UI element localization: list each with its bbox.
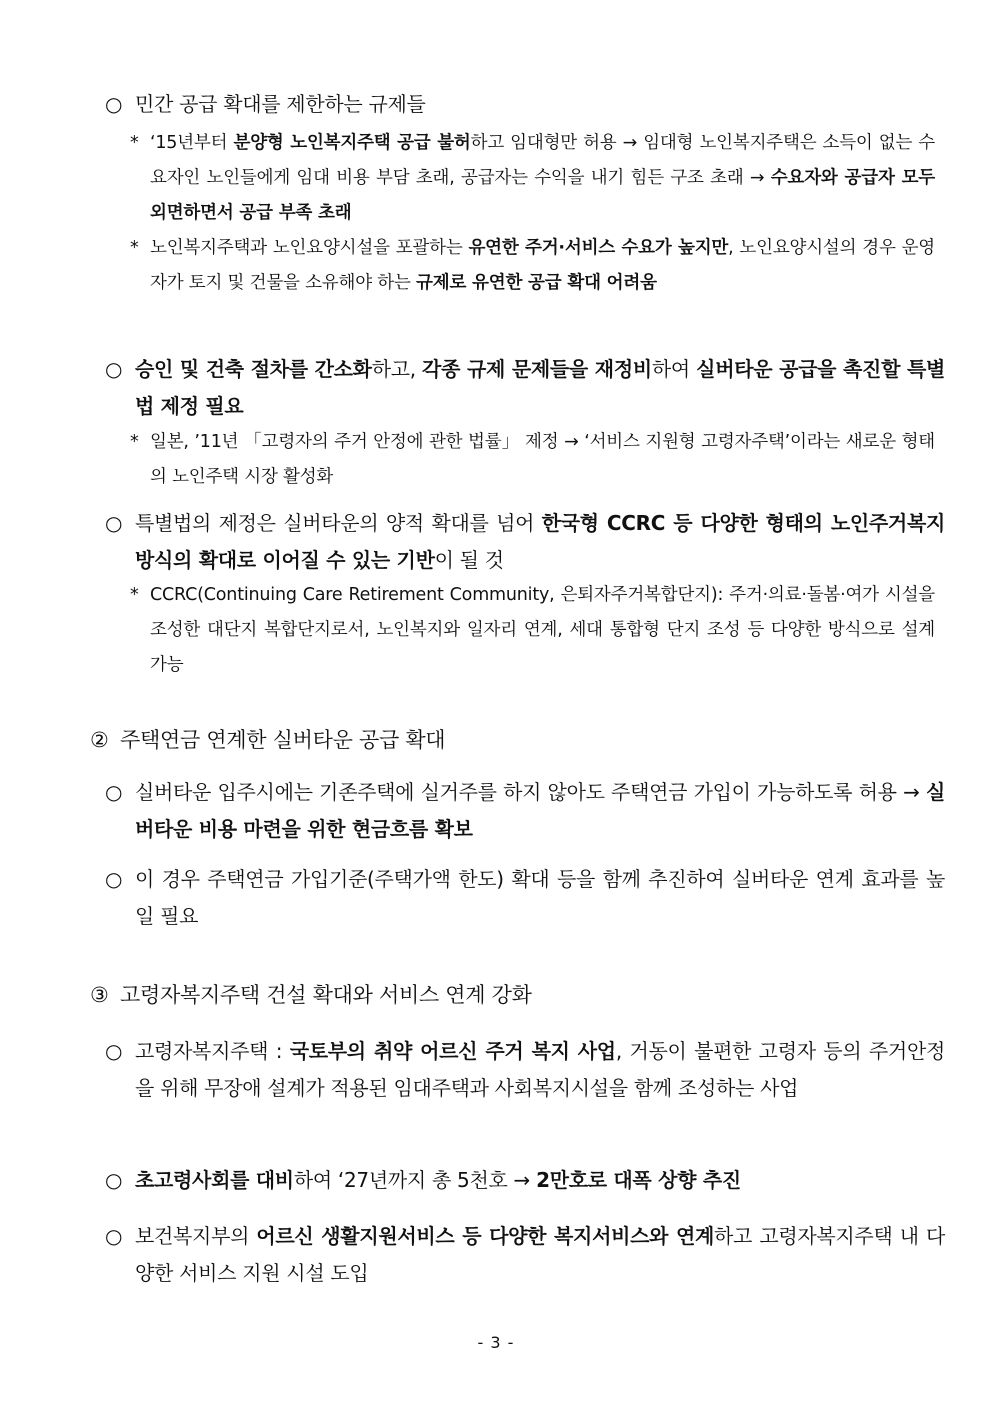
bullet-korean-ccrc bbox=[105, 505, 945, 579]
body-text: ‘15년부터 bbox=[150, 133, 234, 153]
marker: ○ bbox=[105, 357, 123, 381]
body-text: 특별법의 제정은 실버타운의 양적 확대를 넘어 bbox=[135, 511, 542, 535]
emphasis-text: 유연한 주거·서비스 수요가 높지만 bbox=[468, 238, 729, 258]
emphasis-text: 국토부의 취약 어르신 주거 복지 사업 bbox=[289, 1039, 616, 1063]
note-flexible-demand bbox=[130, 231, 935, 301]
bullet-welfare-service-link bbox=[105, 1218, 945, 1292]
body-text: 이 경우 주택연금 가입기준(주택가액 한도) 확대 등을 함께 추진하여 실버타운 연계 효과를 높일 필요 bbox=[135, 867, 945, 928]
emphasis-text: 각종 규제 문제들을 재정비 bbox=[422, 357, 652, 381]
emphasis-text: 한국형 CCRC 등 다양한 형태의 노인주거복지 방식의 확대로 이어질 수 있는 기반 bbox=[135, 511, 945, 572]
note-japan-example bbox=[130, 425, 935, 495]
body-text: , 노인요양시설의 경우 운영자가 토지 및 건물을 소유해야 하는 bbox=[150, 238, 935, 293]
body-text: 하고 고령자복지주택 내 다양한 서비스 지원 시설 도입 bbox=[135, 1224, 945, 1285]
emphasis-text: 어르신 생활지원서비스 등 다양한 복지서비스와 연계 bbox=[256, 1224, 715, 1248]
body-text: 하여 ‘27년까지 총 5천호 → bbox=[293, 1168, 537, 1192]
body-text: 하고, bbox=[371, 357, 423, 381]
emphasis-text: 실버타운 비용 마련을 위한 현금흐름 확보 bbox=[135, 780, 945, 841]
marker: ○ bbox=[105, 1039, 123, 1063]
body-text: 노인복지주택과 노인요양시설을 포괄하는 bbox=[150, 238, 469, 258]
marker: * bbox=[130, 585, 139, 605]
marker: ③ bbox=[90, 983, 109, 1007]
note-ccrc-definition bbox=[130, 578, 935, 683]
body-text: 주택연금 연계한 실버타운 공급 확대 bbox=[120, 728, 446, 752]
body-text: CCRC(Continuing Care Retirement Community, 은퇴자주거복합단지): 주거·의료·돌봄·여가 시설을 조성한 대단지 복합단지로서, 노인복지와 일자리 연계, 세대 통합형 단지 조성 등 다양한 방식으로 설계 가능 bbox=[150, 585, 935, 675]
body-text: 하고 임대형만 허용 → 임대형 노인복지주택은 소득이 없는 수요자인 노인들에게 임대 비용 부담 초래, 공급자는 수익을 내기 힘든 구조 초래 → bbox=[150, 133, 936, 188]
body-text: , 거동이 불편한 고령자 등의 주거안정을 위해 무장애 설계가 적용된 임대주택과 사회복지시설을 함께 조성하는 사업 bbox=[135, 1039, 945, 1100]
body-text: 이 될 것 bbox=[434, 548, 504, 572]
bullet-elderly-welfare-housing bbox=[105, 1033, 945, 1107]
marker: ○ bbox=[105, 1224, 123, 1248]
marker: * bbox=[130, 238, 139, 258]
note-sale-type-ban bbox=[130, 126, 935, 231]
body-text: 고령자복지주택 : bbox=[135, 1039, 290, 1063]
marker: ○ bbox=[105, 1168, 123, 1192]
body-text: 실버타운 입주시에는 기존주택에 실거주를 하지 않아도 주택연금 가입이 가능하도록 허용 → bbox=[135, 780, 926, 804]
emphasis-text: 규제로 유연한 공급 확대 어려움 bbox=[416, 273, 657, 293]
body-text: 고령자복지주택 건설 확대와 서비스 연계 강화 bbox=[120, 983, 532, 1007]
bullet-pension-criteria bbox=[105, 861, 945, 935]
body-text: 민간 공급 확대를 제한하는 규제들 bbox=[135, 92, 426, 116]
emphasis-text: 실버타운 공급을 촉진할 특별법 제정 필요 bbox=[135, 357, 946, 418]
marker: ○ bbox=[105, 92, 123, 116]
bullet-housing-pension bbox=[105, 774, 945, 848]
emphasis-text: 분양형 노인복지주택 공급 불허 bbox=[233, 133, 471, 153]
body-text: 보건복지부의 bbox=[135, 1224, 257, 1248]
marker: ○ bbox=[105, 867, 123, 891]
marker: ○ bbox=[105, 780, 123, 804]
emphasis-text: 승인 및 건축 절차를 간소화 bbox=[135, 357, 372, 381]
emphasis-text: 수요자와 공급자 모두 외면하면서 공급 부족 초래 bbox=[150, 168, 935, 223]
page-number: - 3 - bbox=[477, 1333, 515, 1352]
marker: ② bbox=[90, 728, 109, 752]
marker: * bbox=[130, 432, 139, 452]
bullet-private-supply-regulations bbox=[105, 86, 945, 123]
bullet-special-law-needed bbox=[105, 351, 945, 425]
emphasis-text: 2만호로 대폭 상향 추진 bbox=[536, 1168, 741, 1192]
marker: ○ bbox=[105, 511, 123, 535]
emphasis-text: 초고령사회를 대비 bbox=[135, 1168, 294, 1192]
section-heading-2 bbox=[90, 722, 920, 758]
section-heading-3 bbox=[90, 977, 920, 1013]
bullet-super-aged-society bbox=[105, 1162, 945, 1199]
body-text: 하여 bbox=[651, 357, 697, 381]
marker: * bbox=[130, 133, 139, 153]
body-text: 일본, ’11년 「고령자의 주거 안정에 관한 법률」 제정 → ‘서비스 지원형 고령자주택’이라는 새로운 형태의 노인주택 시장 활성화 bbox=[150, 432, 935, 487]
